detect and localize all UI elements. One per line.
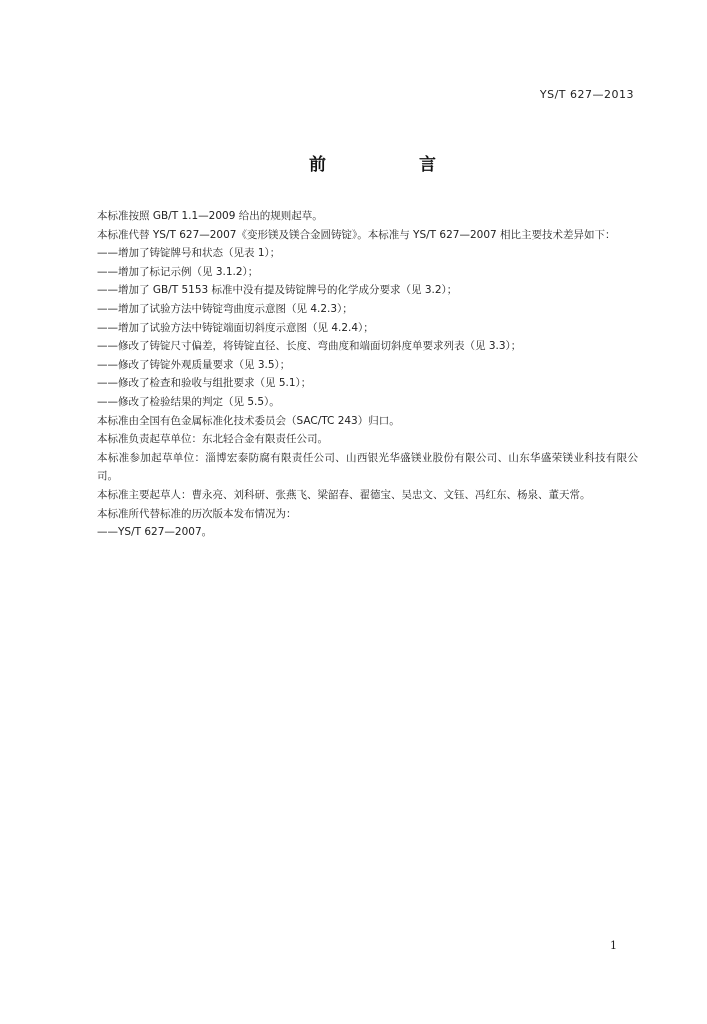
change-item: ——增加了 GB/T 5153 标准中没有提及铸锭牌号的化学成分要求（见 3.2）； bbox=[97, 284, 458, 297]
paragraph-replaces: 本标准代替 YS/T 627—2007《变形镁及镁合金圆铸锭》。本标准与 YS/T 627—2007 相比主要技术差异如下： bbox=[97, 228, 616, 241]
page-title: 前 言 bbox=[309, 155, 474, 175]
standard-number: YS/T 627—2013 bbox=[539, 88, 634, 101]
change-item: ——修改了检验结果的判定（见 5.5）。 bbox=[97, 395, 280, 408]
history-item: ——YS/T 627—2007。 bbox=[97, 526, 213, 539]
page-number: 1 bbox=[610, 939, 617, 952]
paragraph-lead-drafter: 本标准负责起草单位：东北轻合金有限责任公司。 bbox=[97, 433, 328, 446]
change-item: ——增加了铸锭牌号和状态（见表 1）； bbox=[97, 247, 281, 260]
foreword-body bbox=[86, 207, 638, 542]
paragraph-committee: 本标准由全国有色金属标准化技术委员会（SAC/TC 243）归口。 bbox=[97, 414, 400, 427]
change-item: ——增加了标记示例（见 3.1.2）； bbox=[97, 265, 259, 278]
change-item: ——修改了铸锭外观质量要求（见 3.5）； bbox=[97, 358, 291, 371]
change-item: ——修改了检查和验收与组批要求（见 5.1）； bbox=[97, 377, 312, 390]
paragraph-main-drafters: 本标准主要起草人：曹永亮、刘科研、张燕飞、梁韶春、翟德宝、吴忠文、文钰、冯红东、杨泉、董天常。 bbox=[97, 488, 591, 501]
paragraph-version-history: 本标准所代替标准的历次版本发布情况为： bbox=[97, 507, 297, 520]
change-item: ——增加了试验方法中铸锭弯曲度示意图（见 4.2.3）； bbox=[97, 302, 353, 315]
paragraph-participating-units: 本标准参加起草单位：淄博宏泰防腐有限责任公司、山西银光华盛镁业股份有限公司、山东华盛荣镁业科技有限公司。 bbox=[97, 451, 638, 483]
change-item: ——增加了试验方法中铸锭端面切斜度示意图（见 4.2.4）； bbox=[97, 321, 374, 334]
paragraph-drafting-rules: 本标准按照 GB/T 1.1—2009 给出的规则起草。 bbox=[97, 210, 323, 222]
change-item: ——修改了铸锭尺寸偏差，将铸锭直径、长度、弯曲度和端面切斜度单要求列表（见 3.3）； bbox=[97, 340, 522, 353]
